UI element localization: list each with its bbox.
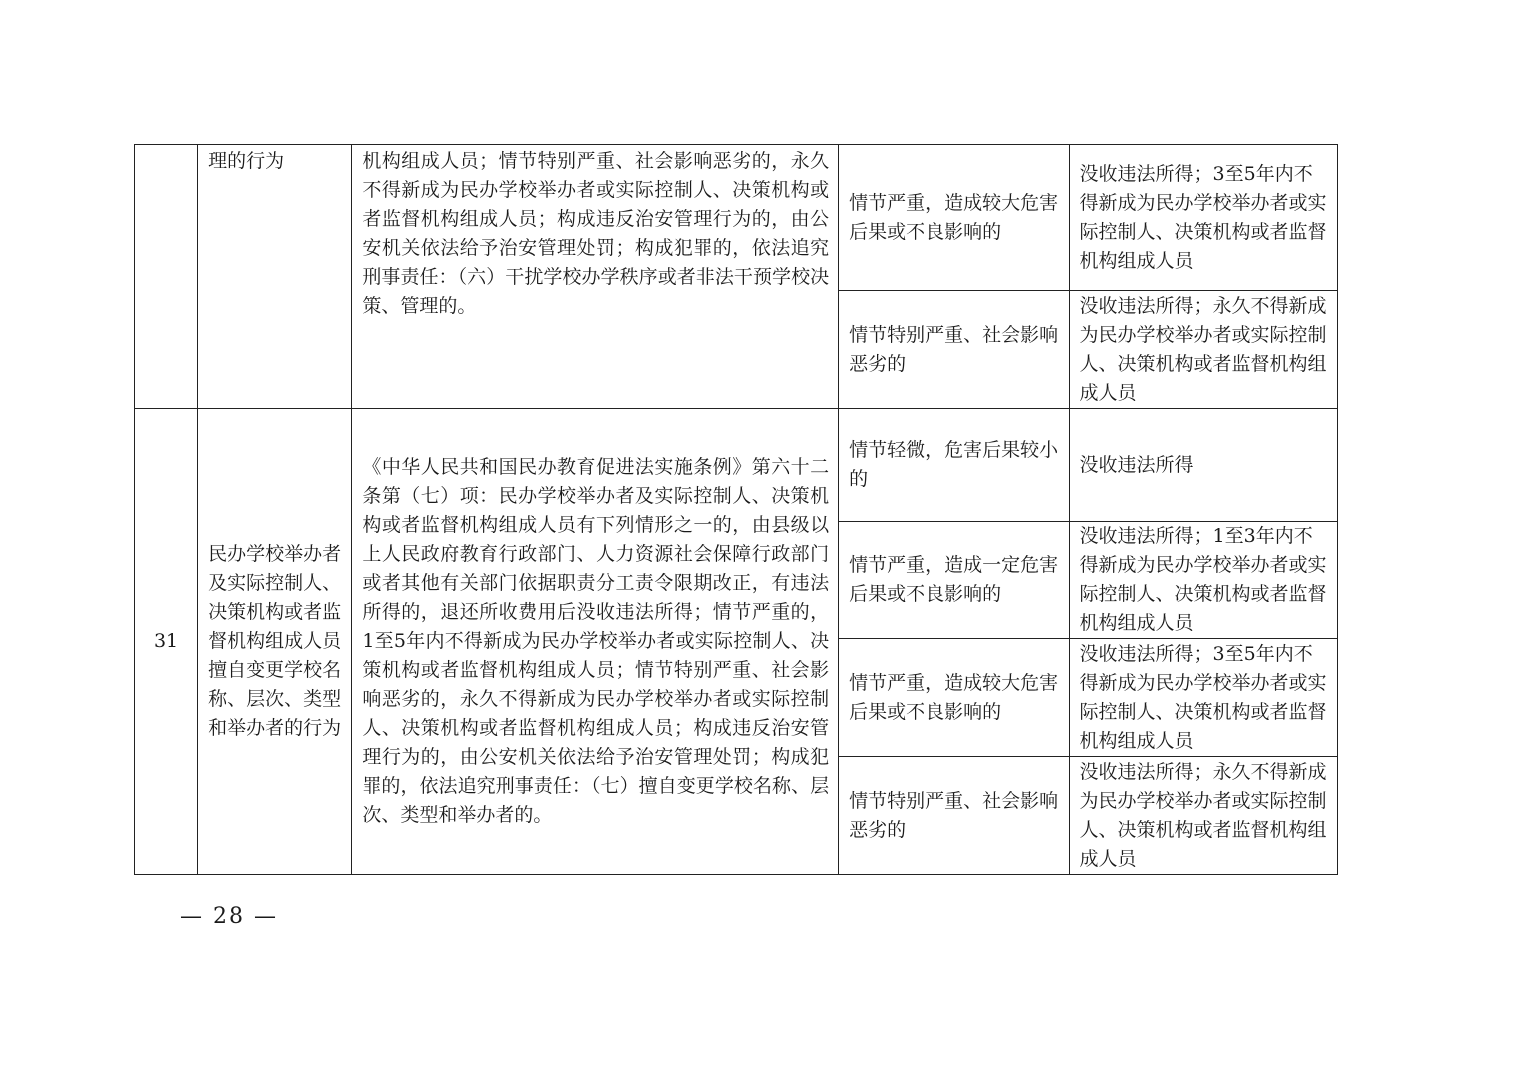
circumstance-text: 情节特别严重、社会影响恶劣的 xyxy=(849,323,1059,375)
violation-name-cell xyxy=(198,409,352,875)
standard-cell xyxy=(1069,145,1337,291)
standard-cell xyxy=(1069,522,1337,639)
circumstance-cell xyxy=(839,409,1069,522)
row-number-cell xyxy=(135,409,198,875)
standard-cell xyxy=(1069,291,1337,409)
standard-text: 没收违法所得；1至3年内不得新成为民办学校举办者或实际控制人、决策机构或者监督机构组成人员 xyxy=(1079,525,1327,634)
legal-basis-cell xyxy=(352,409,839,875)
standard-text: 没收违法所得；永久不得新成为民办学校举办者或实际控制人、决策机构或者监督机构组成人员 xyxy=(1079,760,1327,870)
circumstance-text: 情节严重，造成较大危害后果或不良影响的 xyxy=(849,191,1059,243)
standard-text: 没收违法所得；3至5年内不得新成为民办学校举办者或实际控制人、决策机构或者监督机构组成人员 xyxy=(1079,642,1327,752)
legal-basis-text: 《中华人民共和国民办教育促进法实施条例》第六十二条第（七）项：民办学校举办者及实际控制人、决策机构或者监督机构组成人员有下列情形之一的，由县级以上人民政府教育行政部门、人力资源社会保障行政部门或者其他有关部门依据职责分工责令限期改正，有违法所得的，退还所收费用后没收违法所得；情节严重的，1至5年内不得新成为民办学校举办者或实际控制人、决策机构或者监督机构组成人员；情节特别严重、社会影响恶劣的，永久不得新成为民办学校举办者或实际控制人、决策机构或者监督机构组成人员；构成违反治安管理行为的，由公安机关依法给予治安管理处罚；构成犯罪的，依法追究刑事责任：（七）擅自变更学校名称、层次、类型和举办者的。 xyxy=(362,456,830,826)
circumstance-cell xyxy=(839,145,1069,291)
violation-name-cell: 理的行为 xyxy=(198,145,352,409)
circumstance-cell xyxy=(839,522,1069,639)
standard-cell xyxy=(1069,409,1337,522)
violation-name: 民办学校举办者及实际控制人、决策机构或者监督机构组成人员擅自变更学校名称、层次、类型和举办者的行为 xyxy=(208,543,342,739)
penalty-standard-table xyxy=(134,144,1338,875)
circumstance-cell xyxy=(839,757,1069,875)
standard-text: 没收违法所得；3至5年内不得新成为民办学校举办者或实际控制人、决策机构或者监督机构组成人员 xyxy=(1079,162,1327,272)
page-number: — 28 — xyxy=(180,904,278,929)
circumstance-text: 情节轻微，危害后果较小的 xyxy=(849,439,1059,490)
table-row xyxy=(135,145,1338,291)
circumstance-text: 情节严重，造成较大危害后果或不良影响的 xyxy=(849,671,1059,723)
row-number-cell xyxy=(135,145,198,409)
row-number: 31 xyxy=(153,630,179,652)
standard-text: 没收违法所得；永久不得新成为民办学校举办者或实际控制人、决策机构或者监督机构组成人员 xyxy=(1079,294,1327,404)
circumstance-cell xyxy=(839,291,1069,409)
table-row xyxy=(135,409,1338,522)
circumstance-text: 情节特别严重、社会影响恶劣的 xyxy=(849,789,1059,841)
standard-cell xyxy=(1069,639,1337,757)
standard-text: 没收违法所得 xyxy=(1079,453,1194,476)
circumstance-text: 情节严重，造成一定危害后果或不良影响的 xyxy=(849,554,1059,605)
circumstance-cell xyxy=(839,639,1069,757)
standard-cell xyxy=(1069,757,1337,875)
legal-basis-cell: 机构组成人员；情节特别严重、社会影响恶劣的，永久不得新成为民办学校举办者或实际控制人、决策机构或者监督机构组成人员；构成违反治安管理行为的，由公安机关依法给予治安管理处罚；构成犯罪的，依法追究刑事责任：（六）干扰学校办学秩序或者非法干预学校决策、管理的。 xyxy=(352,145,839,409)
